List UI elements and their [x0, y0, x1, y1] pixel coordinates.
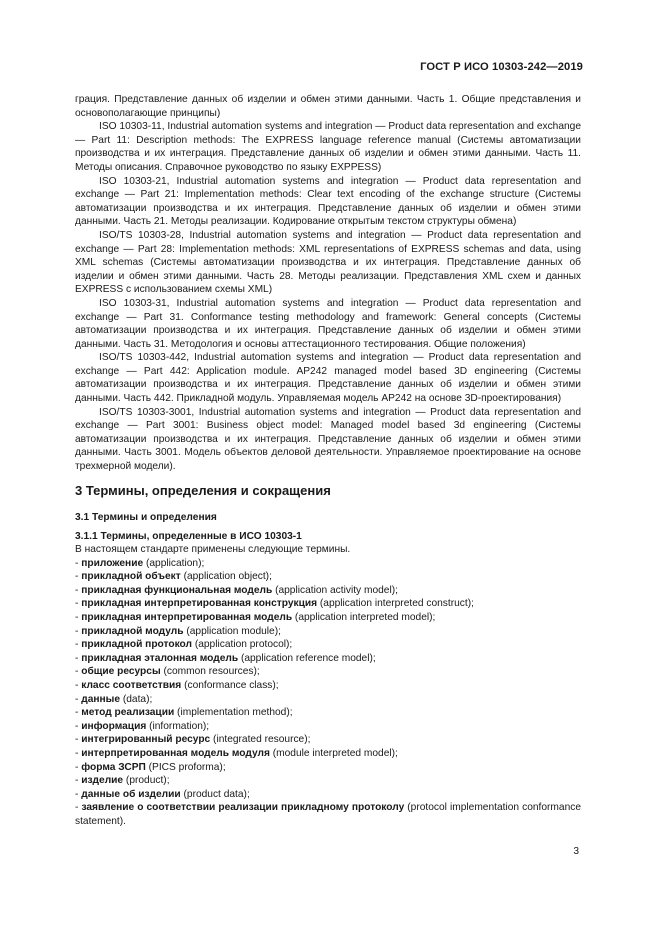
- section-3-heading: 3 Термины, определения и сокращения: [75, 483, 331, 498]
- term-item: [75, 693, 581, 707]
- term-russian: прикладной протокол: [81, 639, 192, 651]
- term-russian: прикладная интерпретированная модель: [81, 611, 293, 623]
- term-english: (integrated resource);: [210, 734, 311, 746]
- reference-paragraph: ISO 10303-21, Industrial automation systems and integration — Product data representation and exchange — Part 21: Implementation methods: Clear text encoding of the exchange structure (Системы автоматизации производства и их интеграция. Представление данных об изделии и обмен этими данными. Часть 21. Методы реализации. Кодирование открытым текстом структуры обмена): [75, 175, 581, 228]
- term-russian: прикладной модуль: [81, 625, 184, 637]
- term-item: [75, 747, 581, 761]
- term-english: (PICS proforma);: [145, 761, 226, 773]
- term-english: (information);: [146, 720, 210, 732]
- term-item: [75, 584, 581, 598]
- term-english: (application protocol);: [192, 639, 293, 651]
- normative-references: [75, 93, 581, 474]
- term-bullet: -: [75, 707, 82, 719]
- term-bullet: -: [75, 611, 82, 623]
- term-russian: класс соответствия: [81, 679, 182, 691]
- term-item: [75, 557, 581, 571]
- term-english: (application activity model);: [272, 584, 398, 596]
- term-item: [75, 801, 581, 828]
- term-english: (application object);: [180, 571, 272, 583]
- term-russian: общие ресурсы: [81, 666, 161, 678]
- term-english: (common resources);: [160, 666, 260, 678]
- term-bullet: -: [75, 639, 82, 651]
- term-bullet: -: [75, 775, 82, 787]
- term-russian: метод реализации: [81, 707, 175, 719]
- term-russian: приложение: [81, 557, 144, 569]
- term-item: [75, 706, 581, 720]
- terms-list: [75, 543, 581, 828]
- term-bullet: -: [75, 761, 82, 773]
- term-bullet: -: [75, 666, 82, 678]
- term-item: [75, 720, 581, 734]
- term-bullet: -: [75, 625, 82, 637]
- term-russian: изделие: [81, 775, 124, 787]
- reference-paragraph: грация. Представление данных об изделии и обмен этими данными. Часть 1. Общие представления и основополагающие принципы): [75, 94, 581, 119]
- document-code-header: ГОСТ Р ИСО 10303-242—2019: [420, 61, 583, 73]
- term-item: [75, 652, 581, 666]
- term-english: (application);: [143, 557, 205, 569]
- term-bullet: -: [75, 679, 82, 691]
- term-english: (implementation method);: [174, 707, 293, 719]
- term-item: [75, 761, 581, 775]
- term-bullet: -: [75, 788, 82, 800]
- term-russian: форма ЗСРП: [81, 761, 146, 773]
- term-russian: интегрированный ресурс: [81, 734, 211, 746]
- term-bullet: -: [75, 557, 82, 569]
- term-english: (application interpreted construct);: [317, 598, 474, 610]
- reference-paragraph: ISO/TS 10303-3001, Industrial automation systems and integration — Product data representation and exchange — Part 3001: Business object model: Managed model based 3d engineering (Системы автоматизации производства и их интеграция. Представление данных об изделии и обмен этими данными. Часть 3001. Модель объектов деловой деятельности. Управляемое проектирование на основе трехмерной модели).: [75, 406, 581, 473]
- term-bullet: -: [75, 652, 82, 664]
- term-english: (application reference model);: [238, 652, 376, 664]
- term-item: [75, 570, 581, 584]
- page-number: 3: [573, 846, 579, 857]
- term-bullet: -: [75, 720, 82, 732]
- term-english: (application module);: [183, 625, 281, 637]
- reference-paragraph: ISO/TS 10303-442, Industrial automation systems and integration — Product data representation and exchange — Part 442: Application module. AP242 managed model based 3D engineering (Системы автоматизации производства и их интеграция. Представление данных об изделии и обмен этими данными. Часть 442. Прикладной модуль. Управляемая модель AP242 на основе 3D-проектирования): [75, 352, 581, 405]
- term-bullet: -: [75, 734, 82, 746]
- term-english: (protocol implementation conformance statement).: [75, 802, 581, 827]
- term-english: (conformance class);: [181, 679, 279, 691]
- term-russian: данные об изделии: [81, 788, 181, 800]
- reference-paragraph: ISO/TS 10303-28, Industrial automation systems and integration — Product data representation and exchange — Part 28: Implementation methods: XML representations of EXPRESS schemas and data, using XML schemas (Системы автоматизации производства и их интеграция. Представление данных об изделии и обмен этими данными. Часть 28. Методы реализации. Представления XML схем и данных EXPRESS с использованием схемы XML): [75, 229, 581, 296]
- term-russian: прикладная функциональная модель: [81, 584, 273, 596]
- term-bullet: -: [75, 571, 82, 583]
- term-english: (data);: [120, 693, 153, 705]
- term-bullet: -: [75, 693, 82, 705]
- term-russian: прикладной объект: [81, 571, 181, 583]
- term-item: [75, 733, 581, 747]
- term-russian: интерпретированная модель модуля: [81, 747, 270, 759]
- term-english: (application interpreted model);: [292, 611, 436, 623]
- term-item: [75, 774, 581, 788]
- section-3-1-1-heading: 3.1.1 Термины, определенные в ИСО 10303-1: [75, 531, 302, 542]
- term-russian: информация: [81, 720, 147, 732]
- term-item: [75, 788, 581, 802]
- term-bullet: -: [75, 747, 82, 759]
- terms-intro: В настоящем стандарте применены следующие термины.: [75, 544, 351, 555]
- term-bullet: -: [75, 598, 82, 610]
- term-russian: прикладная интерпретированная конструкция: [81, 598, 318, 610]
- term-russian: прикладная эталонная модель: [81, 652, 239, 664]
- term-item: [75, 597, 581, 611]
- term-english: (product data);: [180, 788, 250, 800]
- section-3-1-heading: 3.1 Термины и определения: [75, 512, 217, 523]
- term-item: [75, 665, 581, 679]
- term-item: [75, 625, 581, 639]
- term-russian: данные: [81, 693, 121, 705]
- term-item: [75, 611, 581, 625]
- term-item: [75, 679, 581, 693]
- term-bullet: -: [75, 584, 82, 596]
- reference-paragraph: ISO 10303-31, Industrial automation systems and integration — Product data representation and exchange — Part 31. Conformance testing methodology and framework: General concepts (Системы автоматизации производства и их интеграция. Представление данных об изделии и обмен этими данными. Часть 31. Методология и основы аттестационного тестирования. Общие положения): [75, 297, 581, 350]
- term-russian: заявление о соответствии реализации прикладному протоколу: [81, 802, 405, 814]
- term-item: [75, 638, 581, 652]
- term-english: (module interpreted model);: [269, 747, 398, 759]
- term-english: (product);: [123, 775, 170, 787]
- reference-paragraph: ISO 10303-11, Industrial automation systems and integration — Product data representation and exchange — Part 11: Description methods: The EXPRESS language reference manual (Системы автоматизации производства и их интеграция. Представление данных об изделии и обмен этими данными. Часть 11. Методы описания. Справочное руководство по языку EXPPESS): [75, 121, 581, 173]
- term-bullet: -: [75, 802, 82, 814]
